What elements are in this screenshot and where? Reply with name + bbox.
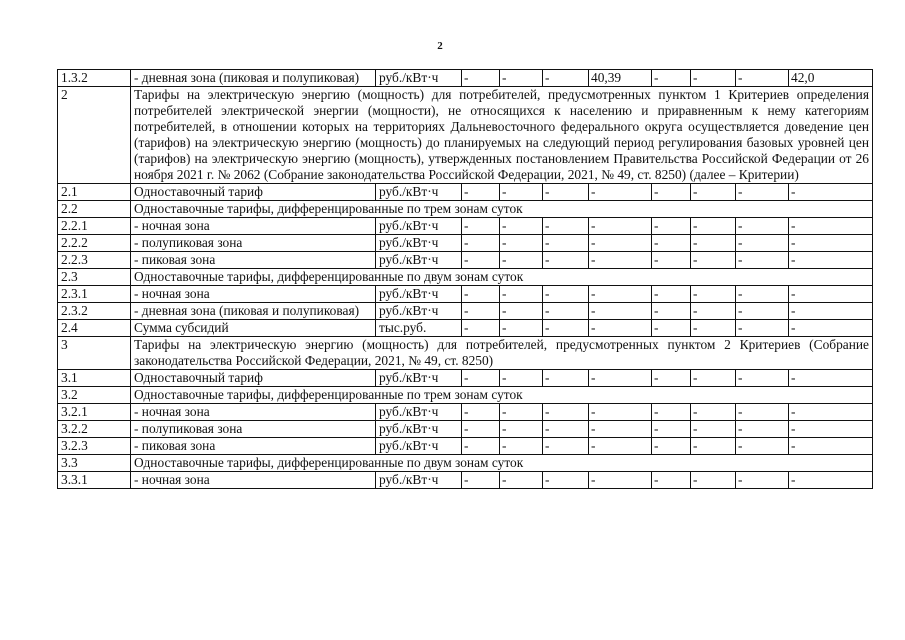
row-code: 3.3.1 (58, 472, 131, 489)
value-cell: - (691, 286, 736, 303)
value-cell: - (462, 370, 500, 387)
table-row (58, 370, 873, 387)
table-row (58, 201, 873, 218)
section-heading: Тарифы на электрическую энергию (мощность) для потребителей, предусмотренных пунктом 2 Критериев (Собрание законодательства Российской Федерации, 2021, № 49, ст. 8250) (131, 337, 873, 370)
value-cell: 40,39 (589, 70, 652, 87)
value-cell: - (462, 438, 500, 455)
value-cell: - (736, 472, 789, 489)
row-name: Сумма субсидий (131, 320, 376, 337)
value-cell: - (543, 438, 589, 455)
tariff-table (57, 69, 873, 489)
row-code: 3.2.1 (58, 404, 131, 421)
row-unit: руб./кВт·ч (376, 218, 462, 235)
row-code: 3.1 (58, 370, 131, 387)
value-cell: - (500, 184, 543, 201)
value-cell: - (543, 472, 589, 489)
value-cell: - (589, 472, 652, 489)
value-cell: - (462, 252, 500, 269)
value-cell: - (789, 218, 873, 235)
value-cell: - (543, 303, 589, 320)
value-cell: - (462, 303, 500, 320)
section-heading: Одноставочные тарифы, дифференцированные по трем зонам суток (131, 201, 873, 218)
value-cell: - (589, 184, 652, 201)
value-cell: - (789, 286, 873, 303)
row-code: 2.2.3 (58, 252, 131, 269)
value-cell: - (500, 438, 543, 455)
row-code: 2.3.2 (58, 303, 131, 320)
value-cell: - (462, 184, 500, 201)
value-cell: - (543, 70, 589, 87)
value-cell: - (500, 472, 543, 489)
value-cell: - (462, 320, 500, 337)
row-name: Одноставочный тариф (131, 370, 376, 387)
row-name: - дневная зона (пиковая и полупиковая) (131, 70, 376, 87)
value-cell: - (462, 404, 500, 421)
value-cell: - (736, 421, 789, 438)
value-cell: - (500, 218, 543, 235)
row-unit: руб./кВт·ч (376, 472, 462, 489)
value-cell: - (589, 370, 652, 387)
value-cell: - (789, 404, 873, 421)
value-cell: - (589, 218, 652, 235)
value-cell: - (500, 404, 543, 421)
row-name: - полупиковая зона (131, 235, 376, 252)
row-unit: руб./кВт·ч (376, 370, 462, 387)
value-cell: - (789, 438, 873, 455)
value-cell: - (736, 438, 789, 455)
value-cell: - (462, 235, 500, 252)
table-row (58, 286, 873, 303)
value-cell: - (589, 421, 652, 438)
value-cell: - (652, 218, 691, 235)
value-cell: - (736, 303, 789, 320)
value-cell: - (652, 286, 691, 303)
value-cell: - (789, 184, 873, 201)
value-cell: - (500, 320, 543, 337)
value-cell: - (589, 286, 652, 303)
value-cell: - (652, 184, 691, 201)
value-cell: - (543, 218, 589, 235)
row-code: 2.3 (58, 269, 131, 286)
row-code: 3.3 (58, 455, 131, 472)
value-cell: - (500, 235, 543, 252)
value-cell: - (736, 184, 789, 201)
table-body (58, 70, 873, 489)
row-unit: руб./кВт·ч (376, 438, 462, 455)
table-row (58, 438, 873, 455)
page-number: 2 (437, 40, 443, 52)
value-cell: - (736, 320, 789, 337)
table-row (58, 303, 873, 320)
row-code: 2.2.1 (58, 218, 131, 235)
value-cell: - (543, 370, 589, 387)
value-cell: - (543, 286, 589, 303)
value-cell: - (789, 303, 873, 320)
value-cell: - (462, 218, 500, 235)
value-cell: 42,0 (789, 70, 873, 87)
table-row (58, 421, 873, 438)
value-cell: - (500, 370, 543, 387)
table-row (58, 235, 873, 252)
row-code: 1.3.2 (58, 70, 131, 87)
value-cell: - (500, 303, 543, 320)
value-cell: - (589, 404, 652, 421)
section-heading: Тарифы на электрическую энергию (мощность) для потребителей, предусмотренных пунктом 1 Критериев определения потребителей электрической энергии (мощности), не относящихся к населению и приравненным к нему категориям потребителей, в отношении которых на территориях Дальневосточного федерального округа осуществляется доведение цен (тарифов) на электрическую энергию (мощность) до планируемых на следующий период регулирования базовых уровней цен (тарифов) на электрическую энергию (мощность), утвержденных постановлением Правительства Российской Федерации от 26 ноября 2021 г. № 2062 (Собрание законодательства Российской Федерации, 2021, № 49, ст. 8250) (далее – Критерии) (131, 87, 873, 184)
section-heading: Одноставочные тарифы, дифференцированные по двум зонам суток (131, 269, 873, 286)
value-cell: - (691, 184, 736, 201)
value-cell: - (462, 70, 500, 87)
value-cell: - (691, 320, 736, 337)
value-cell: - (789, 421, 873, 438)
table-row (58, 455, 873, 472)
value-cell: - (589, 303, 652, 320)
table-row (58, 320, 873, 337)
table-row (58, 387, 873, 404)
value-cell: - (691, 438, 736, 455)
row-name: - ночная зона (131, 404, 376, 421)
value-cell: - (543, 404, 589, 421)
value-cell: - (652, 421, 691, 438)
table-row (58, 404, 873, 421)
value-cell: - (543, 320, 589, 337)
table-row (58, 252, 873, 269)
value-cell: - (691, 218, 736, 235)
row-name: - ночная зона (131, 472, 376, 489)
table-row (58, 337, 873, 370)
row-unit: руб./кВт·ч (376, 184, 462, 201)
value-cell: - (652, 252, 691, 269)
value-cell: - (691, 303, 736, 320)
row-unit: руб./кВт·ч (376, 421, 462, 438)
value-cell: - (543, 421, 589, 438)
row-name: - пиковая зона (131, 438, 376, 455)
row-code: 2.3.1 (58, 286, 131, 303)
value-cell: - (462, 286, 500, 303)
value-cell: - (736, 235, 789, 252)
value-cell: - (500, 421, 543, 438)
value-cell: - (543, 235, 589, 252)
value-cell: - (652, 235, 691, 252)
section-heading: Одноставочные тарифы, дифференцированные по трем зонам суток (131, 387, 873, 404)
value-cell: - (652, 404, 691, 421)
value-cell: - (462, 472, 500, 489)
value-cell: - (736, 286, 789, 303)
value-cell: - (789, 370, 873, 387)
value-cell: - (589, 320, 652, 337)
value-cell: - (691, 421, 736, 438)
row-code: 2.2 (58, 201, 131, 218)
value-cell: - (691, 472, 736, 489)
value-cell: - (500, 70, 543, 87)
row-code: 3.2.2 (58, 421, 131, 438)
value-cell: - (652, 438, 691, 455)
row-unit: тыс.руб. (376, 320, 462, 337)
value-cell: - (652, 472, 691, 489)
table-row (58, 70, 873, 87)
value-cell: - (691, 252, 736, 269)
value-cell: - (736, 70, 789, 87)
value-cell: - (652, 303, 691, 320)
value-cell: - (589, 235, 652, 252)
row-name: - полупиковая зона (131, 421, 376, 438)
value-cell: - (736, 404, 789, 421)
row-unit: руб./кВт·ч (376, 70, 462, 87)
value-cell: - (736, 370, 789, 387)
table-row (58, 87, 873, 184)
row-code: 2.1 (58, 184, 131, 201)
value-cell: - (736, 218, 789, 235)
value-cell: - (543, 252, 589, 269)
value-cell: - (462, 421, 500, 438)
value-cell: - (589, 438, 652, 455)
table-row (58, 184, 873, 201)
value-cell: - (652, 70, 691, 87)
value-cell: - (691, 235, 736, 252)
table-row (58, 472, 873, 489)
row-name: - пиковая зона (131, 252, 376, 269)
value-cell: - (789, 252, 873, 269)
value-cell: - (500, 286, 543, 303)
table-row (58, 218, 873, 235)
value-cell: - (736, 252, 789, 269)
row-unit: руб./кВт·ч (376, 286, 462, 303)
section-heading: Одноставочные тарифы, дифференцированные по двум зонам суток (131, 455, 873, 472)
row-code: 2.4 (58, 320, 131, 337)
row-name: Одноставочный тариф (131, 184, 376, 201)
value-cell: - (652, 320, 691, 337)
row-code: 3.2.3 (58, 438, 131, 455)
row-name: - ночная зона (131, 286, 376, 303)
row-name: - ночная зона (131, 218, 376, 235)
row-code: 3.2 (58, 387, 131, 404)
value-cell: - (652, 370, 691, 387)
row-unit: руб./кВт·ч (376, 303, 462, 320)
value-cell: - (691, 404, 736, 421)
value-cell: - (500, 252, 543, 269)
row-code: 2 (58, 87, 131, 184)
table-row (58, 269, 873, 286)
row-code: 3 (58, 337, 131, 370)
row-name: - дневная зона (пиковая и полупиковая) (131, 303, 376, 320)
row-unit: руб./кВт·ч (376, 404, 462, 421)
row-code: 2.2.2 (58, 235, 131, 252)
value-cell: - (589, 252, 652, 269)
value-cell: - (789, 472, 873, 489)
value-cell: - (789, 235, 873, 252)
value-cell: - (691, 370, 736, 387)
row-unit: руб./кВт·ч (376, 235, 462, 252)
value-cell: - (789, 320, 873, 337)
row-unit: руб./кВт·ч (376, 252, 462, 269)
value-cell: - (691, 70, 736, 87)
value-cell: - (543, 184, 589, 201)
